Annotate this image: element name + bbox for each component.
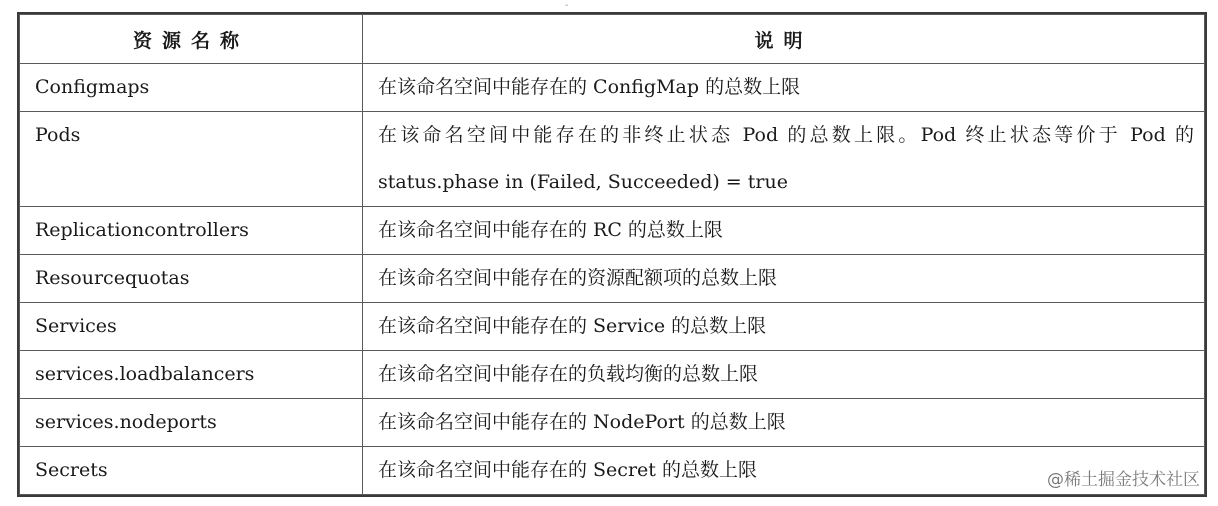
resource-name-cell: Resourcequotas xyxy=(20,255,363,303)
table xyxy=(19,14,1205,495)
description-cell: 在该命名空间中能存在的 RC 的总数上限 xyxy=(363,207,1205,255)
table-row xyxy=(20,255,1205,303)
resource-name-cell: Services xyxy=(20,303,363,351)
resource-name-cell: Replicationcontrollers xyxy=(20,207,363,255)
description-cell: 在该命名空间中能存在的 NodePort 的总数上限 xyxy=(363,399,1205,447)
watermark: @稀土掘金技术社区 xyxy=(1045,465,1202,490)
header-resource-name: 资源名称 xyxy=(20,15,363,64)
description-cell: 在该命名空间中能存在的 Service 的总数上限 xyxy=(363,303,1205,351)
header-description: 说明 xyxy=(363,15,1205,64)
table-row xyxy=(20,207,1205,255)
resource-name-cell: services.nodeports xyxy=(20,399,363,447)
description-cell: 在该命名空间中能存在的 ConfigMap 的总数上限 xyxy=(363,64,1205,112)
table-row xyxy=(20,447,1205,495)
description-cell: 在该命名空间中能存在的 Secret 的总数上限 xyxy=(363,447,1205,495)
top-mark: - xyxy=(565,0,569,11)
description-cell: 在该命名空间中能存在的负载均衡的总数上限 xyxy=(363,351,1205,399)
resource-name-cell: Secrets xyxy=(20,447,363,495)
description-cell: 在该命名空间中能存在的非终止状态 Pod 的总数上限。Pod 终止状态等价于 Pod 的 status.phase in (Failed, Succeeded) = true xyxy=(363,112,1205,207)
resource-name-cell: Configmaps xyxy=(20,64,363,112)
table-row xyxy=(20,64,1205,112)
table-row xyxy=(20,303,1205,351)
table-row xyxy=(20,351,1205,399)
table-header-row xyxy=(20,15,1205,64)
table-row xyxy=(20,399,1205,447)
resource-name-cell: services.loadbalancers xyxy=(20,351,363,399)
description-cell: 在该命名空间中能存在的资源配额项的总数上限 xyxy=(363,255,1205,303)
resource-quota-table xyxy=(17,12,1207,497)
table-row xyxy=(20,112,1205,207)
resource-name-cell: Pods xyxy=(20,112,363,207)
